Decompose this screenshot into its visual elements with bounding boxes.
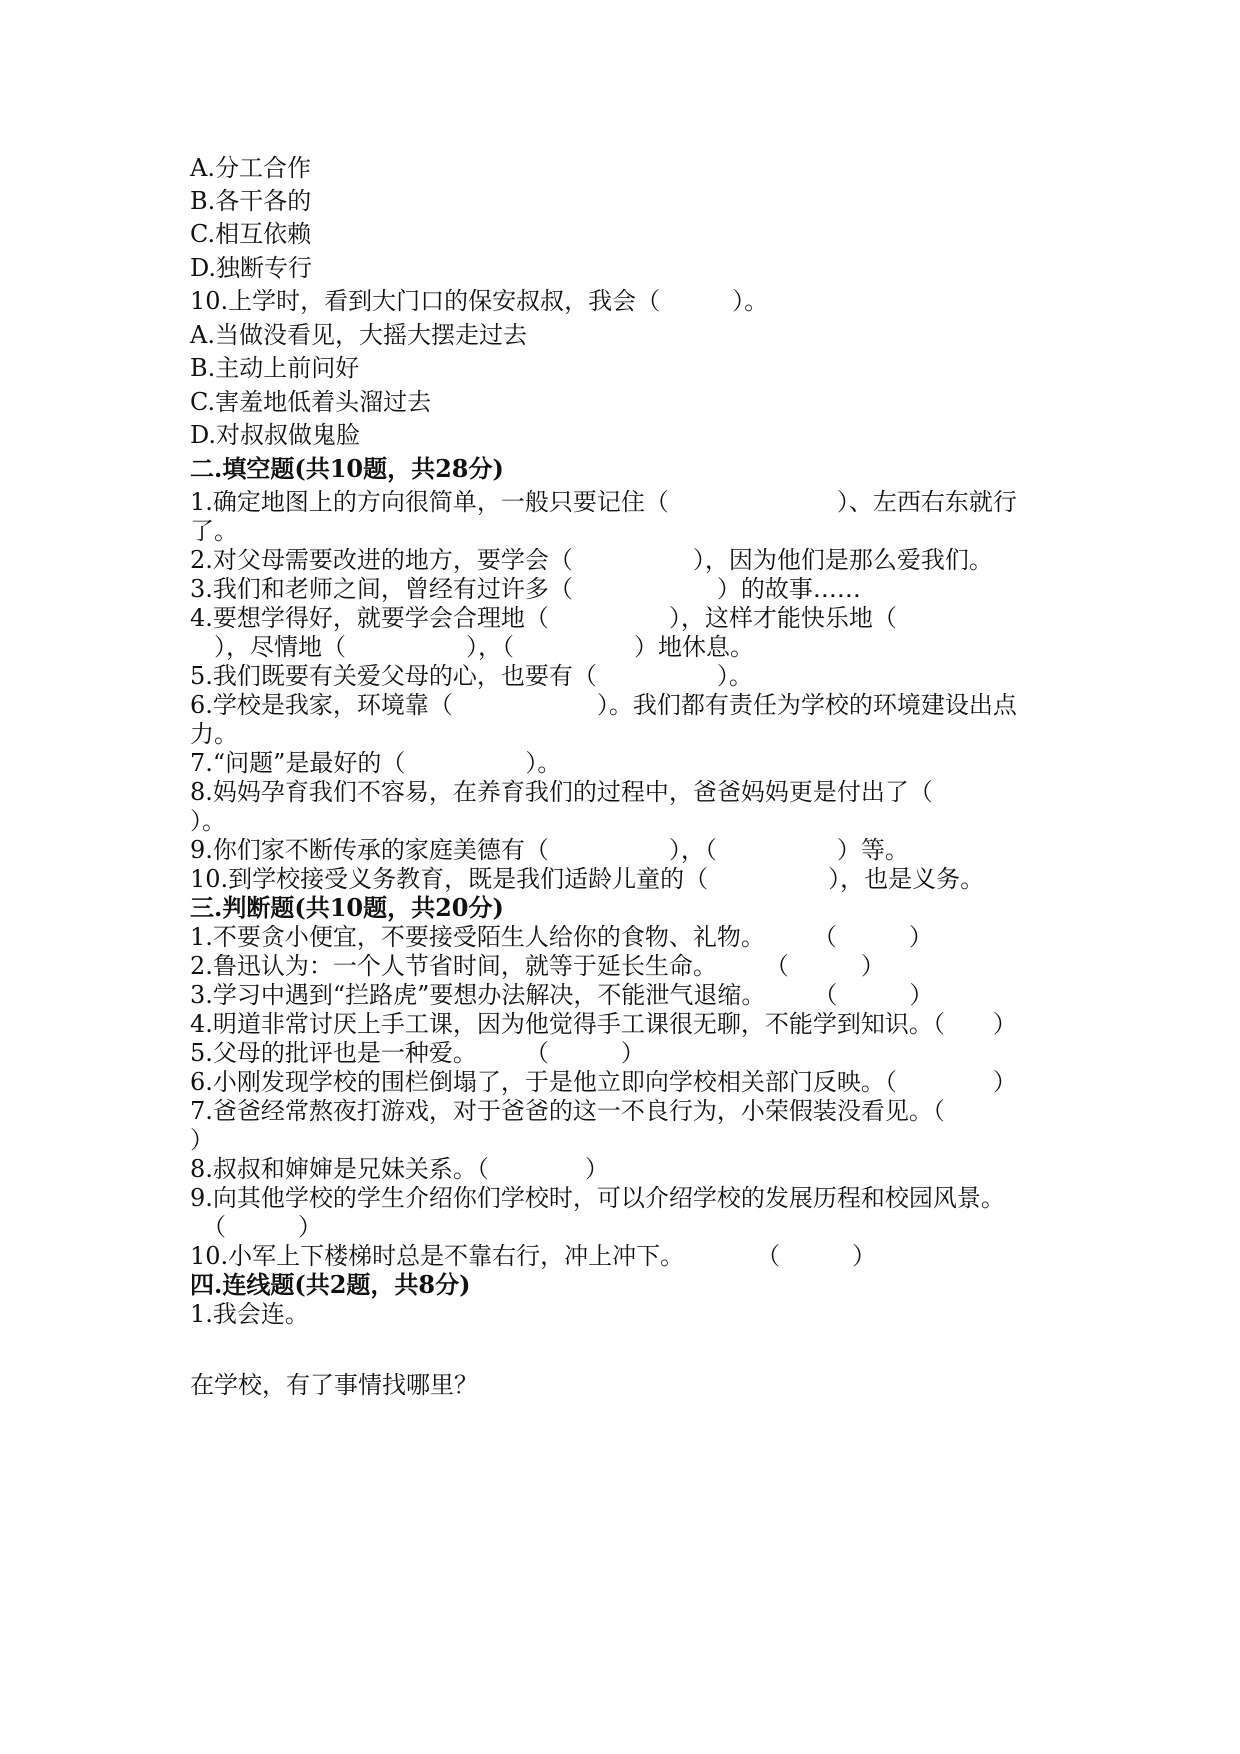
- section3-line: 4.明道非常讨厌上手工课，因为他觉得手工课很无聊，不能学到知识。（ ）: [190, 1010, 1017, 1038]
- section4-prompt: 在学校，有了事情找哪里？: [190, 1371, 478, 1399]
- section3-line: 2.鲁迅认为：一个人节省时间，就等于延长生命。 （ ）: [190, 952, 885, 980]
- section3-line: 5.父母的批评也是一种爱。 （ ）: [190, 1039, 645, 1067]
- section2-line: 7.“问题”是最好的（ ）。: [190, 749, 562, 777]
- section3-line: 10.小军上下楼梯时总是不靠右行，冲上冲下。 （ ）: [190, 1242, 877, 1270]
- section3-line: ）: [190, 1126, 214, 1154]
- q9-option-c: C.相互依赖: [190, 220, 312, 248]
- section2-line: 力。: [190, 720, 238, 748]
- q9-option-d: D.独断专行: [190, 254, 313, 282]
- section3-line: 6.小刚发现学校的围栏倒塌了，于是他立即向学校相关部门反映。（ ）: [190, 1068, 1017, 1096]
- section2-line: 了。: [190, 517, 238, 545]
- section2-line: ），尽情地（ ），（ ）地休息。: [190, 633, 754, 661]
- section3-line: 3.学习中遇到“拦路虎”要想办法解决，不能泄气退缩。 （ ）: [190, 981, 934, 1009]
- section2-line: 9.你们家不断传承的家庭美德有（ ），（ ）等。: [190, 836, 909, 864]
- section3-line: 1.不要贪小便宜，不要接受陌生人给你的食物、礼物。 （ ）: [190, 923, 933, 951]
- q9-option-b: B.各干各的: [190, 187, 312, 215]
- section2-line: 3.我们和老师之间，曾经有过许多（ ）的故事……: [190, 575, 861, 603]
- section3-line: 7.爸爸经常熬夜打游戏，对于爸爸的这一不良行为，小荣假装没看见。（: [190, 1097, 945, 1125]
- section3-title: 三.判断题(共10题，共20分): [190, 893, 504, 922]
- section3-line: （ ）: [190, 1213, 322, 1241]
- section2-line: 1.确定地图上的方向很简单，一般只要记住（ ）、左西右东就行: [190, 488, 1017, 516]
- section2-line: 2.对父母需要改进的地方，要学会（ ），因为他们是那么爱我们。: [190, 546, 993, 574]
- section4-q1: 1.我会连。: [190, 1300, 309, 1328]
- section4-title: 四.连线题(共2题，共8分): [190, 1270, 471, 1299]
- section2-line: 8.妈妈孕育我们不容易，在养育我们的过程中，爸爸妈妈更是付出了（: [190, 778, 933, 806]
- section2-line: ）。: [190, 807, 226, 835]
- q10-option-a: A.当做没看见，大摇大摆走过去: [190, 321, 527, 349]
- section2-line: 4.要想学得好，就要学会合理地（ ），这样才能快乐地（: [190, 604, 897, 632]
- q10-option-d: D.对叔叔做鬼脸: [190, 421, 361, 449]
- section3-line: 9.向其他学校的学生介绍你们学校时，可以介绍学校的发展历程和校园风景。: [190, 1184, 1005, 1212]
- q10-option-b: B.主动上前问好: [190, 354, 360, 382]
- q10-stem: 10.上学时，看到大门口的保安叔叔，我会（ ）。: [190, 287, 769, 315]
- section2-title: 二.填空题(共10题，共28分): [190, 454, 504, 483]
- section2-line: 5.我们既要有关爱父母的心，也要有（ ）。: [190, 662, 753, 690]
- section2-line: 10.到学校接受义务教育，既是我们适龄儿童的（ ），也是义务。: [190, 865, 985, 893]
- q9-option-a: A.分工合作: [190, 154, 311, 182]
- q10-option-c: C.害羞地低着头溜过去: [190, 388, 432, 416]
- section2-line: 6.学校是我家，环境靠（ ）。我们都有责任为学校的环境建设出点: [190, 691, 1017, 719]
- section3-line: 8.叔叔和婶婶是兄妹关系。（ ）: [190, 1155, 609, 1183]
